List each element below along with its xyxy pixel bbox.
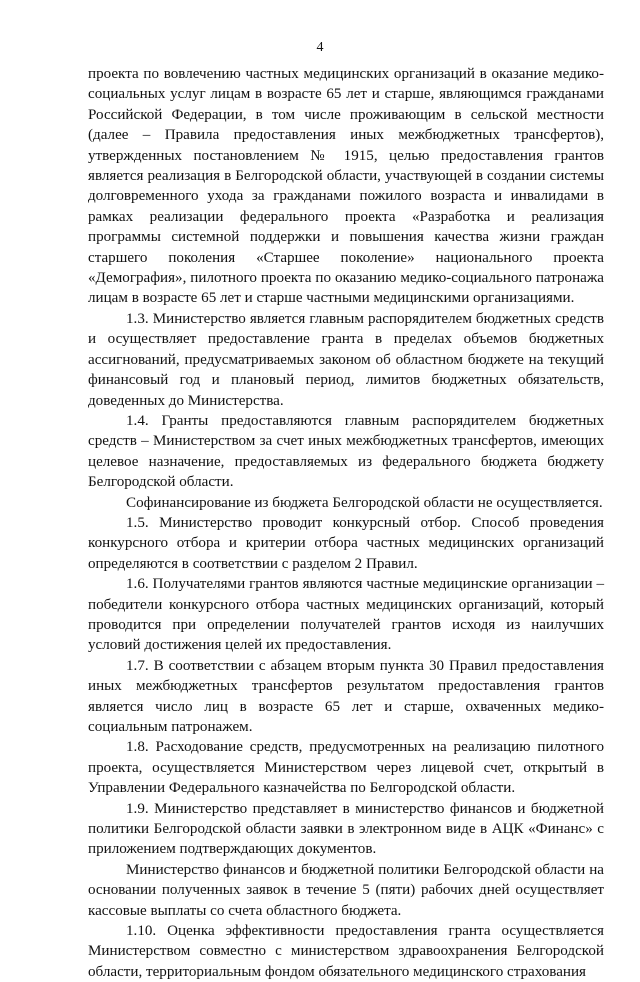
paragraph-1-7: 1.7. В соответствии с абзацем вторым пункта 30 Правил предоставления иных межбюджетных трансфертов результатом предоставления грантов является число лиц в возрасте 65 лет и старше, охваченных медико-социальным патронажем. <box>88 657 604 735</box>
paragraph-continuation: проекта по вовлечению частных медицинских организаций в оказание медико-социальных услуг лицам в возрасте 65 лет и старше, являющимся гражданами Российской Федерации, в том числе проживающим в сельской местности (далее – Правила предоставления иных межбюджетных трансфертов), утвержденных постановлением № 1915, целью предоставления грантов является реализация в Белгородской области, участвующей в создании системы долговременного ухода за гражданами пожилого возраста и инвалидами в рамках реализации федерального проекта «Разработка и реализация программы системной поддержки и повышения качества жизни граждан старшего поколения «Старшее поколение» национального проекта «Демография», пилотного проекта по оказанию медико-социального патронажа лицам в возрасте 65 лет и старше частными медицинскими организациями. <box>88 66 604 307</box>
paragraph-1-6: 1.6. Получателями грантов являются частные медицинские организации – победители конкурсного отбора частных медицинских организаций, который проводится при определении получателей грантов исходя из наилучших условий достижения целей их предоставления. <box>88 576 604 654</box>
paragraph-1-10: 1.10. Оценка эффективности предоставления гранта осуществляется Министерством совместно с министерством здравоохранения Белгородской области, территориальным фондом обязательного медицинского страхования <box>88 923 604 980</box>
paragraph-1-9: 1.9. Министерство представляет в министерство финансов и бюджетной политики Белгородской области заявки в электронном виде в АЦК «Финанс» с приложением подтверждающих документов. <box>88 800 604 858</box>
document-body <box>88 64 604 982</box>
paragraph-1-4: 1.4. Гранты предоставляются главным распорядителем бюджетных средств – Министерством за счет иных межбюджетных трансфертов, имеющих целевое назначение, предоставляемых из федерального бюджета бюджету Белгородской области. <box>88 412 604 491</box>
paragraph-1-5: 1.5. Министерство проводит конкурсный отбор. Способ проведения конкурсного отбора и критерии отбора частных медицинских организаций определяются в соответствии с разделом 2 Правил. <box>88 514 604 572</box>
paragraph-cofinancing: Софинансирование из бюджета Белгородской области не осуществляется. <box>126 494 603 511</box>
paragraph-1-8: 1.8. Расходование средств, предусмотренных на реализацию пилотного проекта, осуществляется Министерством через лицевой счет, открытый в Управлении Федерального казначейства по Белгородской области. <box>88 739 604 797</box>
page-number: 4 <box>316 40 324 55</box>
paragraph-ministry-finance: Министерство финансов и бюджетной политики Белгородской области на основании полученных заявок в течение 5 (пяти) рабочих дней осуществляет кассовые выплаты со счета областного бюджета. <box>88 861 604 919</box>
paragraph-1-3: 1.3. Министерство является главным распорядителем бюджетных средств и осуществляет предоставление гранта в пределах объемов бюджетных ассигнований, предусматриваемых законом об областном бюджете на текущий финансовый год и плановый период, лимитов бюджетных обязательств, доведенных до Министерства. <box>88 310 604 409</box>
